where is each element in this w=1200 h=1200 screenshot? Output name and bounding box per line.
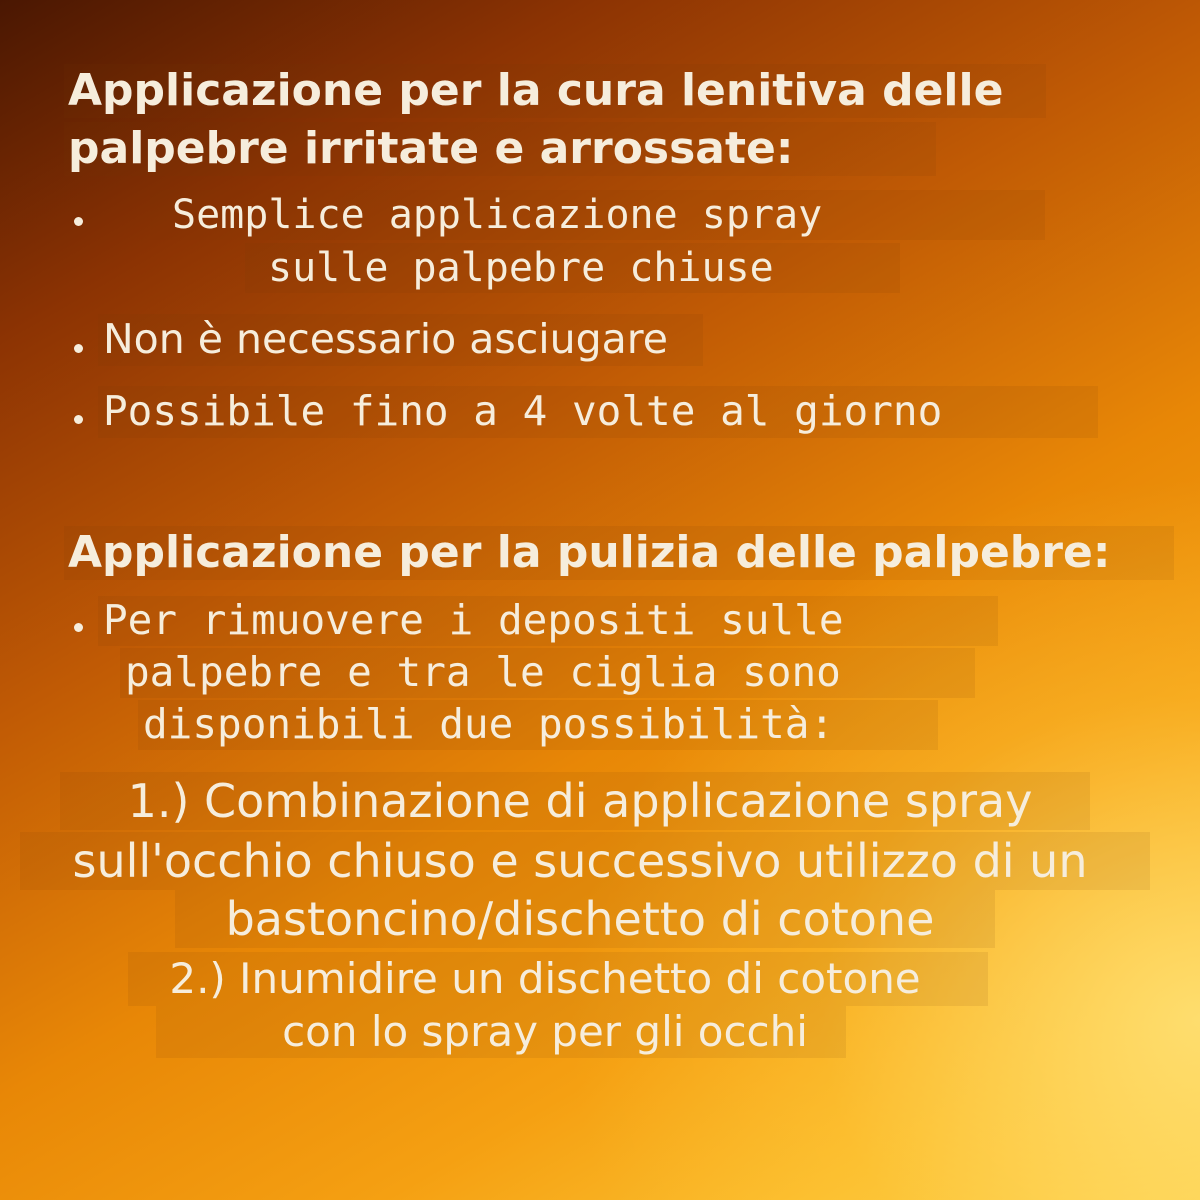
option-1-line: sull'occhio chiuso e successivo utilizzo di un [72,834,1088,888]
bullet-icon [74,623,83,632]
section-care-heading-line1: Applicazione per la cura lenitiva delle [68,65,1004,116]
list-item-text: Possibile fino a 4 volte al giorno [103,387,943,435]
bullet-icon [74,217,83,226]
list-item-text: Non è necessario asciugare [103,315,668,363]
section-cleaning-heading: Applicazione per la pulizia delle palpebre: [68,527,1111,578]
list-item-line: disponibili due possibilità: [143,700,835,748]
section-care-heading-line2: palpebre irritate e arrossate: [68,123,794,174]
option-1-line: 1.) Combinazione di applicazione spray [127,774,1033,828]
option-2-line: 2.) Inumidire un dischetto di cotone [169,954,921,1003]
list-item-line: Per rimuovere i depositi sulle [103,596,844,644]
bullet-icon [74,344,83,353]
list-item-line: Semplice applicazione spray [172,192,823,238]
list-item-line: palpebre e tra le ciglia sono [125,648,841,696]
list-item-line: sulle palpebre chiuse [268,245,774,291]
option-1-line: bastoncino/dischetto di cotone [225,892,935,946]
bullet-icon [74,415,83,424]
option-2-line: con lo spray per gli occhi [282,1007,808,1056]
